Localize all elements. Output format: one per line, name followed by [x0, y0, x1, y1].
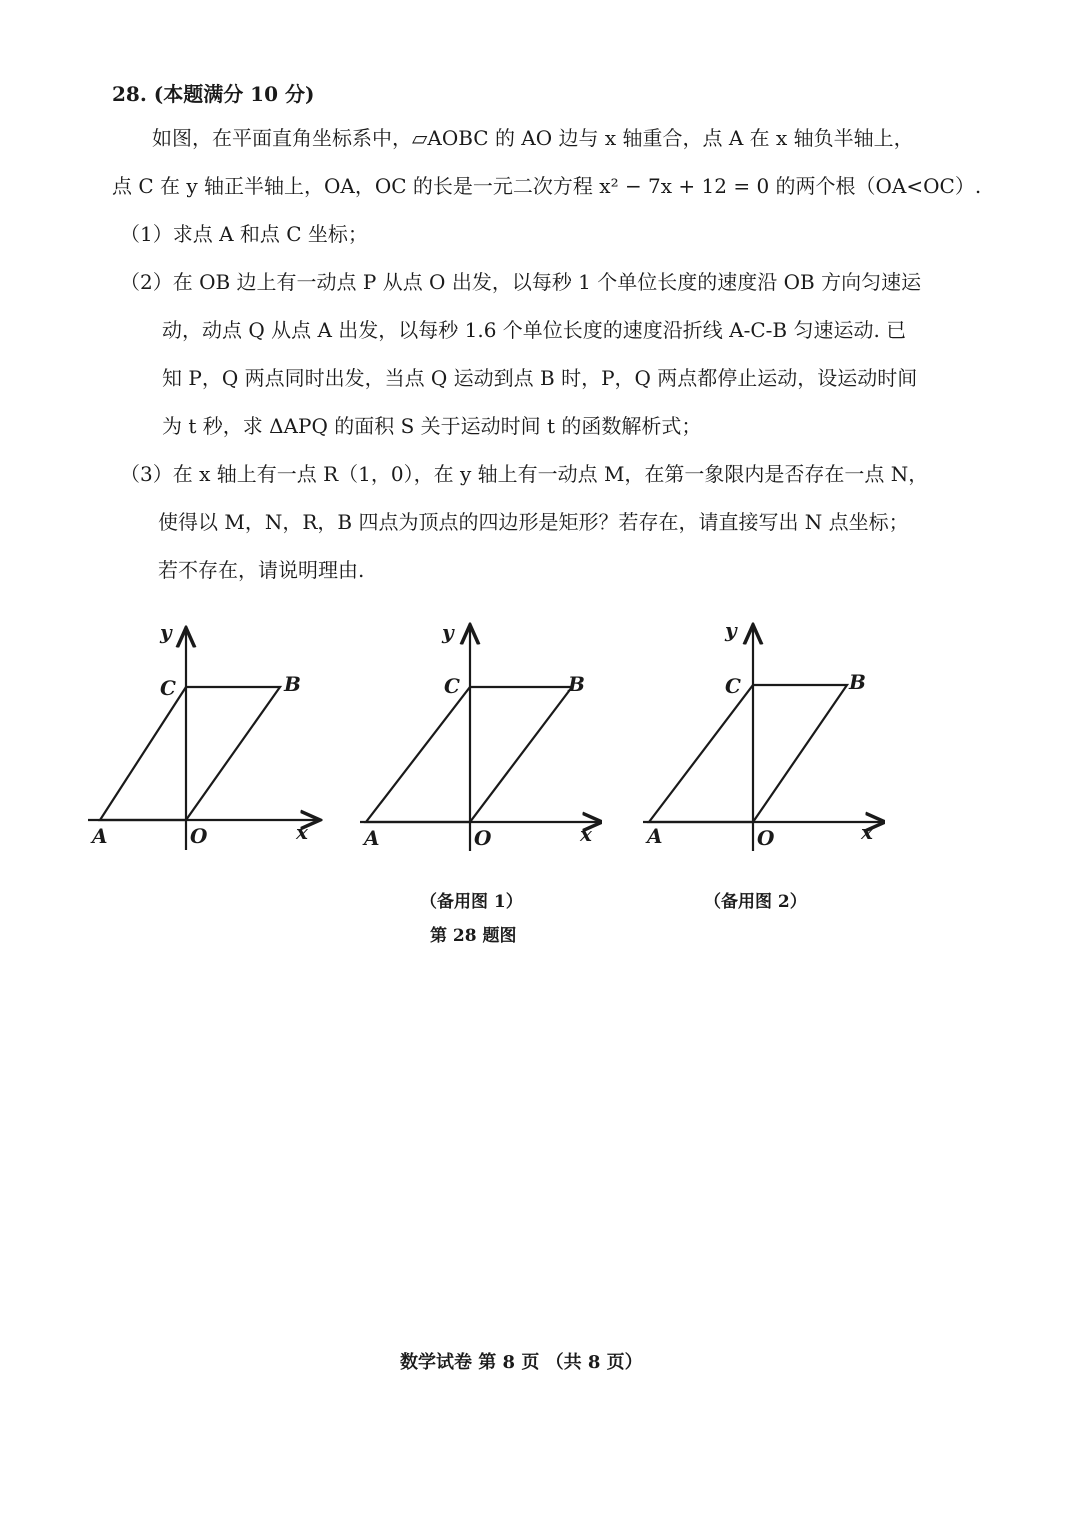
caption-figure-title: 第 28 题图 [430, 926, 517, 946]
page-footer: 数学试卷 第 8 页 （共 8 页） [400, 1352, 643, 1373]
label-a: A [364, 826, 380, 850]
part-2-line-2: 动，动点 Q 从点 A 出发，以每秒 1.6 个单位长度的速度沿折线 A-C-B 匀速运动. 已 [162, 318, 907, 342]
part-3-line-3: 若不存在，请说明理由. [158, 558, 365, 582]
part-1-text: （1）求点 A 和点 C 坐标； [120, 222, 368, 246]
label-b: B [568, 672, 585, 696]
label-y: y [160, 620, 172, 644]
caption-backup-1: （备用图 1） [420, 892, 523, 912]
backup-figure-1 [352, 615, 602, 865]
parallelogram-aobc [649, 685, 847, 822]
part-3-line-1: （3）在 x 轴上有一点 R（1，0），在 y 轴上有一动点 M，在第一象限内是否存在一点 N， [120, 462, 929, 486]
question-intro-line-2: 点 C 在 y 轴正半轴上，OA，OC 的长是一元二次方程 x² − 7x + 12 = 0 的两个根（OA<OC）. [112, 174, 982, 198]
label-c: C [160, 676, 176, 700]
parallelogram-aobc [100, 687, 280, 820]
part-3-line-2: 使得以 M，N，R，B 四点为顶点的四边形是矩形？若存在，请直接写出 N 点坐标； [158, 510, 909, 534]
label-b: B [849, 670, 866, 694]
label-b: B [284, 672, 301, 696]
backup-figure-2-svg [635, 615, 885, 865]
label-c: C [725, 674, 741, 698]
label-x: x [580, 822, 592, 846]
label-y: y [442, 620, 454, 644]
label-o: O [474, 826, 492, 850]
label-a: A [92, 824, 108, 848]
main-figure [80, 615, 330, 865]
question-intro-line-1: 如图，在平面直角坐标系中，▱AOBC 的 AO 边与 x 轴重合，点 A 在 x 轴负半轴上， [152, 126, 914, 150]
part-2-line-3: 知 P，Q 两点同时出发，当点 Q 运动到点 B 时，P，Q 两点都停止运动，设运动时间 [162, 366, 918, 390]
label-o: O [190, 824, 208, 848]
backup-figure-1-svg [352, 615, 602, 865]
backup-figure-2 [635, 615, 885, 865]
label-a: A [647, 824, 663, 848]
label-c: C [444, 674, 460, 698]
caption-backup-2: （备用图 2） [704, 892, 807, 912]
main-figure-svg [80, 615, 330, 865]
label-x: x [861, 820, 873, 844]
label-x: x [296, 820, 308, 844]
label-y: y [725, 618, 737, 642]
label-o: O [757, 826, 775, 850]
part-2-line-4: 为 t 秒，求 ΔAPQ 的面积 S 关于运动时间 t 的函数解析式； [162, 414, 702, 438]
part-2-line-1: （2）在 OB 边上有一动点 P 从点 O 出发，以每秒 1 个单位长度的速度沿 OB 方向匀速运 [120, 270, 922, 294]
question-heading: 28. (本题满分 10 分) [112, 82, 315, 106]
